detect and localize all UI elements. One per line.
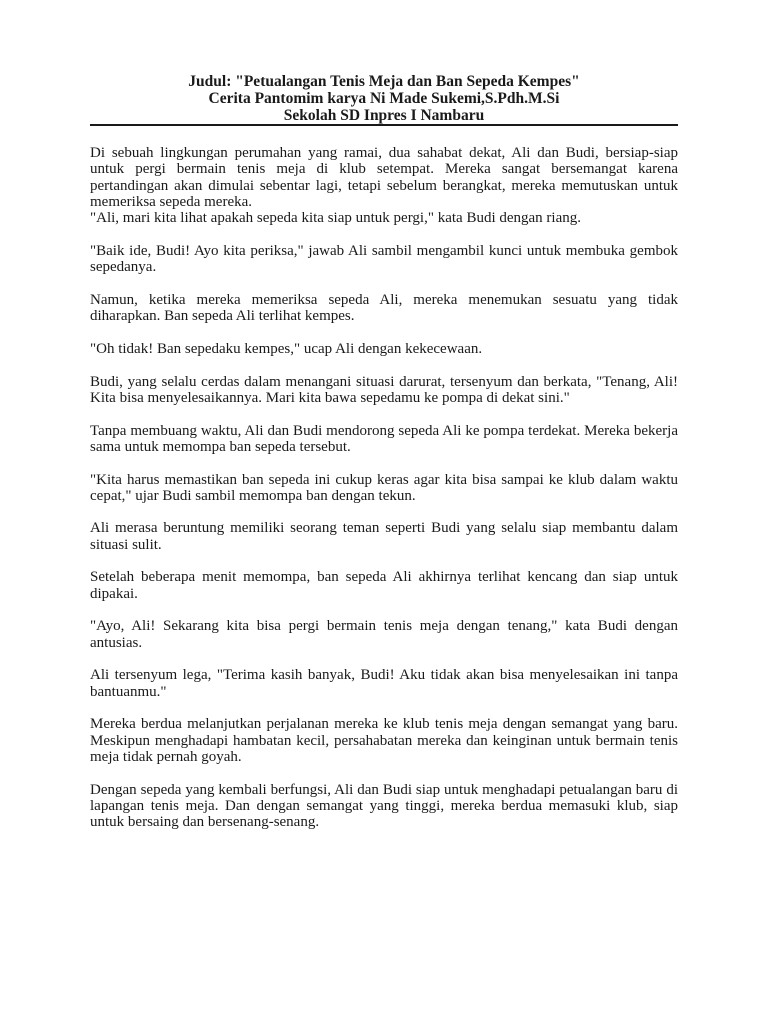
paragraph: Mereka berdua melanjutkan perjalanan mereka ke klub tenis meja dengan semangat yang baru. Meskipun menghadapi hambatan kecil, persahabatan mereka dan keinginan untuk bermain tenis meja tidak pernah goyah. [90,716,678,766]
paragraph: "Ayo, Ali! Sekarang kita bisa pergi bermain tenis meja dengan tenang," kata Budi dengan antusias. [90,618,678,651]
paragraph: "Kita harus memastikan ban sepeda ini cukup keras agar kita bisa sampai ke klub dalam waktu cepat," ujar Budi sambil memompa ban dengan tekun. [90,471,678,504]
paragraph: Setelah beberapa menit memompa, ban sepeda Ali akhirnya terlihat kencang dan siap untuk dipakai. [90,569,678,602]
story-body [90,145,678,847]
paragraph: Budi, yang selalu cerdas dalam menangani situasi darurat, tersenyum dan berkata, "Tenang, Ali! Kita bisa menyelesaikannya. Mari kita bawa sepedamu ke pompa di dekat sini." [90,373,678,406]
paragraph: Di sebuah lingkungan perumahan yang ramai, dua sahabat dekat, Ali dan Budi, bersiap-siap untuk pergi bermain tenis meja di klub setempat. Mereka sangat bersemangat karena pertandingan akan dimulai sebentar lagi, tetapi sebelum berangkat, mereka memutuskan untuk memeriksa sepeda mereka. [90,145,678,210]
paragraph: Tanpa membuang waktu, Ali dan Budi mendorong sepeda Ali ke pompa terdekat. Mereka bekerja sama untuk memompa ban sepeda tersebut. [90,422,678,455]
author-line: Cerita Pantomim karya Ni Made Sukemi,S.Pdh.M.Si [208,90,560,107]
story-title: Judul: "Petualangan Tenis Meja dan Ban Sepeda Kempes" [188,73,580,90]
school-line: Sekolah SD Inpres I Nambaru [283,107,485,124]
paragraph: Ali tersenyum lega, "Terima kasih banyak, Budi! Aku tidak akan bisa menyelesaikan ini tanpa bantuanmu." [90,667,678,700]
paragraph: Namun, ketika mereka memeriksa sepeda Ali, mereka menemukan sesuatu yang tidak diharapkan. Ban sepeda Ali terlihat kempes. [90,291,678,325]
paragraph: "Ali, mari kita lihat apakah sepeda kita siap untuk pergi," kata Budi dengan riang. [90,210,582,227]
header-divider [90,124,678,126]
document-header [90,73,678,124]
paragraph: Dengan sepeda yang kembali berfungsi, Ali dan Budi siap untuk menghadapi petualangan baru di lapangan tenis meja. Dan dengan semangat yang tinggi, mereka berdua memasuki klub, siap untuk bersaing dan bersenang-senang. [90,781,678,831]
paragraph: "Baik ide, Budi! Ayo kita periksa," jawab Ali sambil mengambil kunci untuk membuka gembok sepedanya. [90,242,678,276]
paragraph: "Oh tidak! Ban sepedaku kempes," ucap Ali dengan kekecewaan. [90,340,483,357]
paragraph: Ali merasa beruntung memiliki seorang teman seperti Budi yang selalu siap membantu dalam situasi sulit. [90,520,678,553]
